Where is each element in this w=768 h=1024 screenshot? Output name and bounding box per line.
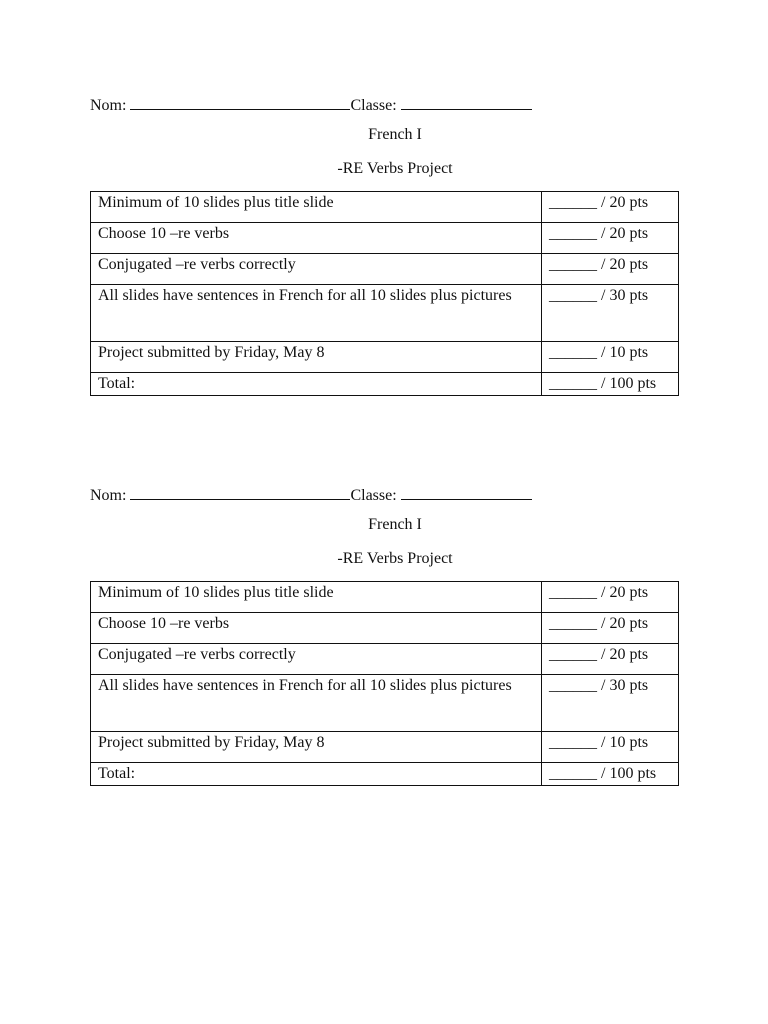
criterion-cell: All slides have sentences in French for all 10 slides plus pictures bbox=[91, 675, 542, 732]
criterion-cell: Choose 10 –re verbs bbox=[91, 223, 542, 254]
table-row bbox=[91, 644, 679, 675]
criterion-cell: Conjugated –re verbs correctly bbox=[91, 644, 542, 675]
criterion-cell: Minimum of 10 slides plus title slide bbox=[91, 192, 542, 223]
table-row bbox=[91, 192, 679, 223]
score-cell: ______ / 20 pts bbox=[542, 192, 679, 223]
project-title: -RE Verbs Project bbox=[337, 550, 453, 567]
nom-blank bbox=[130, 483, 350, 500]
score-cell: ______ / 20 pts bbox=[542, 223, 679, 254]
total-row bbox=[91, 373, 679, 396]
table-row bbox=[91, 732, 679, 763]
table-row bbox=[91, 582, 679, 613]
rubric-form-1 bbox=[90, 93, 679, 396]
score-cell: ______ / 20 pts bbox=[542, 254, 679, 285]
total-score-cell: ______ / 100 pts bbox=[542, 763, 679, 786]
table-row bbox=[91, 223, 679, 254]
course-title: French I bbox=[368, 126, 422, 143]
total-score-cell: ______ / 100 pts bbox=[542, 373, 679, 396]
criterion-cell: Minimum of 10 slides plus title slide bbox=[91, 582, 542, 613]
criterion-cell: All slides have sentences in French for all 10 slides plus pictures bbox=[91, 285, 542, 342]
table-row bbox=[91, 675, 679, 732]
table-row bbox=[91, 285, 679, 342]
score-cell: ______ / 10 pts bbox=[542, 732, 679, 763]
rubric-table bbox=[90, 191, 679, 396]
course-title: French I bbox=[368, 516, 422, 533]
nom-label: Nom: bbox=[90, 97, 127, 114]
total-row bbox=[91, 763, 679, 786]
nom-blank bbox=[130, 93, 350, 110]
nom-label: Nom: bbox=[90, 487, 127, 504]
score-cell: ______ / 30 pts bbox=[542, 675, 679, 732]
classe-label: Classe: bbox=[350, 487, 397, 504]
criterion-cell: Project submitted by Friday, May 8 bbox=[91, 732, 542, 763]
score-cell: ______ / 10 pts bbox=[542, 342, 679, 373]
criterion-cell: Project submitted by Friday, May 8 bbox=[91, 342, 542, 373]
total-label-cell: Total: bbox=[91, 373, 542, 396]
criterion-cell: Conjugated –re verbs correctly bbox=[91, 254, 542, 285]
project-title: -RE Verbs Project bbox=[337, 160, 453, 177]
classe-blank bbox=[401, 483, 532, 500]
score-cell: ______ / 20 pts bbox=[542, 582, 679, 613]
rubric-table bbox=[90, 581, 679, 786]
rubric-form-2 bbox=[90, 483, 679, 786]
score-cell: ______ / 20 pts bbox=[542, 644, 679, 675]
table-row bbox=[91, 613, 679, 644]
classe-label: Classe: bbox=[350, 97, 397, 114]
total-label-cell: Total: bbox=[91, 763, 542, 786]
classe-blank bbox=[401, 93, 532, 110]
name-class-line bbox=[90, 483, 679, 505]
name-class-line bbox=[90, 93, 679, 115]
score-cell: ______ / 20 pts bbox=[542, 613, 679, 644]
criterion-cell: Choose 10 –re verbs bbox=[91, 613, 542, 644]
table-row bbox=[91, 342, 679, 373]
score-cell: ______ / 30 pts bbox=[542, 285, 679, 342]
table-row bbox=[91, 254, 679, 285]
